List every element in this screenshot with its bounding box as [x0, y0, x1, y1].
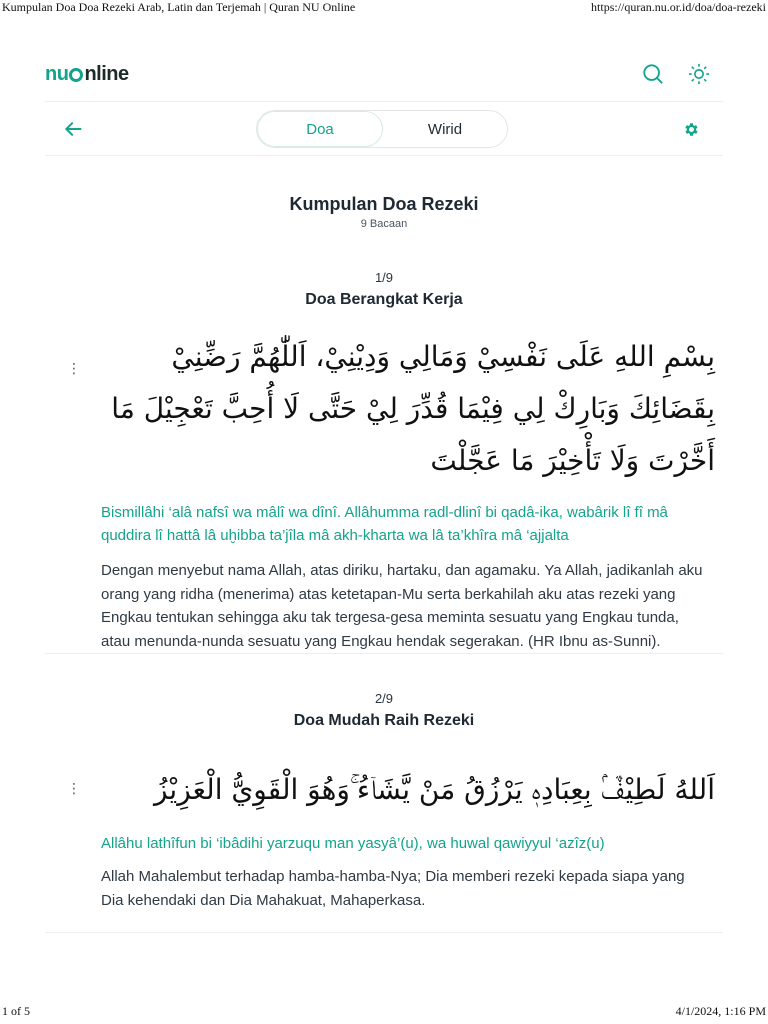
logo-rest: nline [84, 62, 129, 85]
doa-wirid-tabs [256, 110, 508, 148]
doa-item [45, 270, 723, 653]
nu-online-logo[interactable] [45, 63, 129, 86]
print-title: Kumpulan Doa Doa Rezeki Arab, Latin dan Terjemah | Quran NU Online [2, 0, 356, 14]
doa-arabic: بِسْمِ اللهِ عَلَى نَفْسِيْ وَمَالِي وَدِيْنِيْ، اَللّٰهُمَّ رَضِّنِيْ بِقَضَائِكَ وَبَارِكْ لِي فِيْمَا قُدِّرَ لِيْ حَتَّى لَا أُحِبَّ تَعْجِيْلَ مَا أَخَّرْتَ وَلَا تَأْخِيْرَ مَا عَجَّلْتَ [111, 340, 715, 477]
doa-item [45, 691, 723, 912]
tab-doa[interactable]: Doa [257, 111, 383, 147]
doa-name: Doa Mudah Raih Rezeki [293, 712, 475, 729]
more-vertical-icon[interactable]: ⋮ [67, 780, 81, 796]
settings-button[interactable] [673, 111, 709, 147]
doa-latin: Allâhu lathîfun bi ‘ibâdihi yarzuqu man yasyâ’(u), wa huwal qawiyyul ‘azîz(u) [101, 835, 605, 852]
nav-divider [45, 155, 723, 156]
search-button[interactable] [641, 62, 665, 86]
search-icon [642, 63, 664, 85]
doa-translation: Dengan menyebut nama Allah, atas diriku, hartaku, dan agamaku. Ya Allah, jadikanlah aku orang yang ridha (menerima) atas ketetapan-Mu serta berkahilah aku atas rezeki yang Engkau tentukan sehingga aku tak tergesa-gesa meminta sesuatu yang Engkau tunda, atau menunda-nunda sesuatu yang Engkau hendak segerakan. (HR Ibnu as-Sunni). [101, 562, 703, 650]
logo-nu: nu [45, 62, 69, 85]
doa-divider [45, 932, 723, 933]
page-title: Kumpulan Doa Rezeki [289, 194, 479, 214]
print-datetime: 4/1/2024, 1:16 PM [675, 1004, 766, 1018]
print-header [0, 0, 768, 18]
arrow-left-icon [63, 119, 83, 139]
print-page: 1 of 5 [2, 1004, 30, 1018]
theme-toggle-button[interactable] [687, 62, 711, 86]
doa-number: 2/9 [374, 691, 394, 706]
back-button[interactable] [55, 111, 91, 147]
doa-translation: Allah Mahalembut terhadap hamba-hamba-Nya; Dia memberi rezeki kepada siapa yang Dia kehendaki dan Dia Mahakuat, Mahaperkasa. [101, 868, 685, 909]
nav-bar [45, 108, 723, 150]
header-divider [45, 101, 723, 102]
doa-divider [45, 653, 723, 654]
print-url: https://quran.nu.or.id/doa/doa-rezeki [591, 0, 766, 14]
top-bar [45, 52, 723, 96]
doa-arabic: اَللهُ لَطِيْفٌۢ بِعِبَادِهٖ يَرْزُقُ مَنْ يَّشَاۤءُ ۚوَهُوَ الْقَوِيُّ الْعَزِيْزُ [153, 773, 715, 806]
doa-latin: Bismillâhi ‘alâ nafsî wa mâlî wa dînî. Allâhumma radl-dlinî bi qadâ-ika, wabârik lî fî mâ quddira lî hattâ lâ uḫibba ta’jîla mâ akh-kharta wa lâ ta’khîra mâ ‘ajjalta [101, 504, 668, 544]
print-footer [0, 1004, 768, 1022]
page-subtitle: 9 Bacaan [360, 218, 408, 230]
tab-wirid[interactable]: Wirid [427, 120, 463, 138]
doa-name: Doa Berangkat Kerja [305, 291, 463, 308]
gear-icon [683, 121, 700, 138]
more-vertical-icon[interactable]: ⋮ [67, 360, 81, 376]
logo-o [69, 68, 83, 82]
sun-icon [688, 63, 710, 85]
doa-number: 1/9 [374, 270, 394, 285]
